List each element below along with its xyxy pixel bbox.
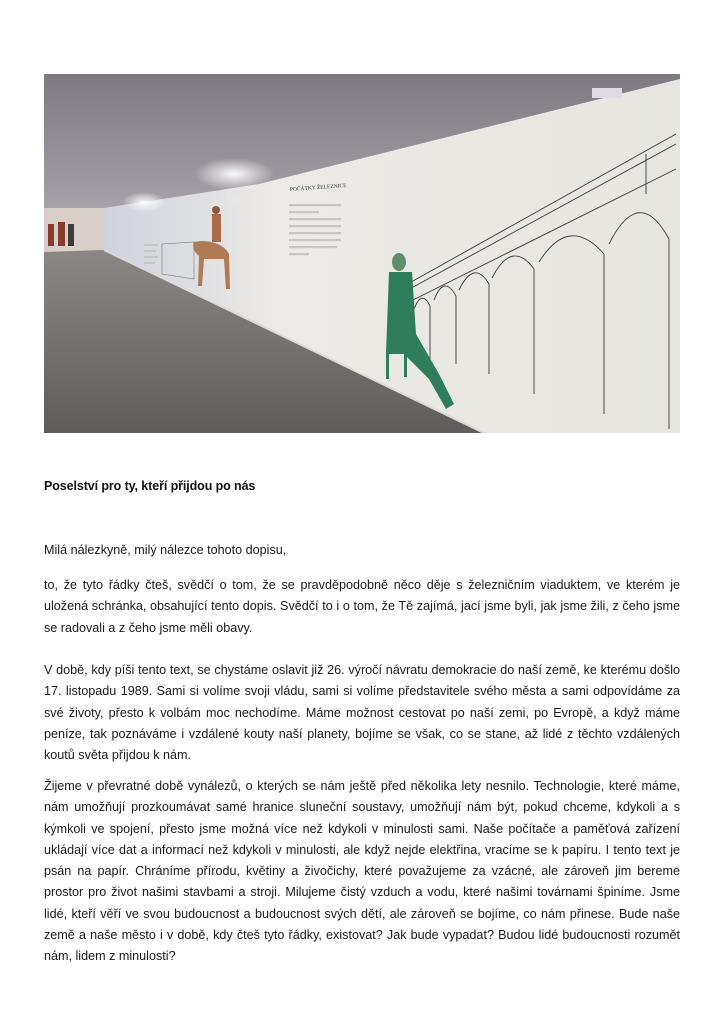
document-title: Poselství pro ty, kteří přijdou po nás [44, 479, 256, 493]
far-end-figures [48, 222, 74, 246]
letter-greeting: Milá nálezkyně, milý nálezce tohoto dopisu, [44, 543, 287, 557]
mural-heading: POČÁTKY ŽELEZNICE [289, 183, 347, 193]
tunnel-mural-photo [44, 74, 680, 433]
letter-paragraph: to, že tyto řádky čteš, svědčí o tom, že se pravděpodobně něco děje s železničním viaduktem, ve kterém je uložená schránka, obsahující tento dopis. Svědčí to i o tom, že Tě zajímá, jací jsme byli, jak jsme žili, z čeho jsme se radovali a z čeho jsme měli obavy. [44, 578, 680, 635]
letter-paragraph: Žijeme v převratné době vynálezů, o kterých se nám ještě před několika lety nesnilo. Technologie, které máme, nám umožňují prozkoumávat samé hranice sluneční soustavy, umožňují nám být, pokud chceme, kdykoli a s kýmkoli ve spojení, přesto jsme možná více než kdykoli v minulosti sami. Naše počítače a paměťová zařízení ukládají více dat a informací než kdykoli v minulosti, ale když nejde elektřina, vracíme se k papíru. I tento text je psán na papír. Chráníme přírodu, květiny a živočichy, které považujeme za vzácné, ale zároveň jim bereme prostor pro život našimi stavbami a stroji. Milujeme čistý vzduch a vodu, které našimi továrnami špiníme. Jsme lidé, kteří věří ve svou budoucnost a budoucnost svých dětí, ale zároveň se bojíme, co nám přinese. Bude naše země a naše město i v době, kdy čteš tyto řádky, existovat? Jak bude vypadat? Budou lidé budoucnosti rozumět nám, lidem z minulosti? [44, 779, 680, 964]
letter-paragraph: V době, kdy píši tento text, se chystáme oslavit již 26. výročí návratu demokracie do naší země, ke kterému došlo 17. listopadu 1989. Sami si volíme svoji vládu, sami si volíme představitele svého města a sami odpovídáme za své životy, přesto k volbám moc nechodíme. Máme možnost cestovat po naší zemi, po Evropě, a když máme peníze, tak poznáváme i vzdálené kouty naší planety, bojíme se však, co se stane, až lidé z těchto vzdálených koutů světa přijdou k nám. [44, 663, 680, 763]
